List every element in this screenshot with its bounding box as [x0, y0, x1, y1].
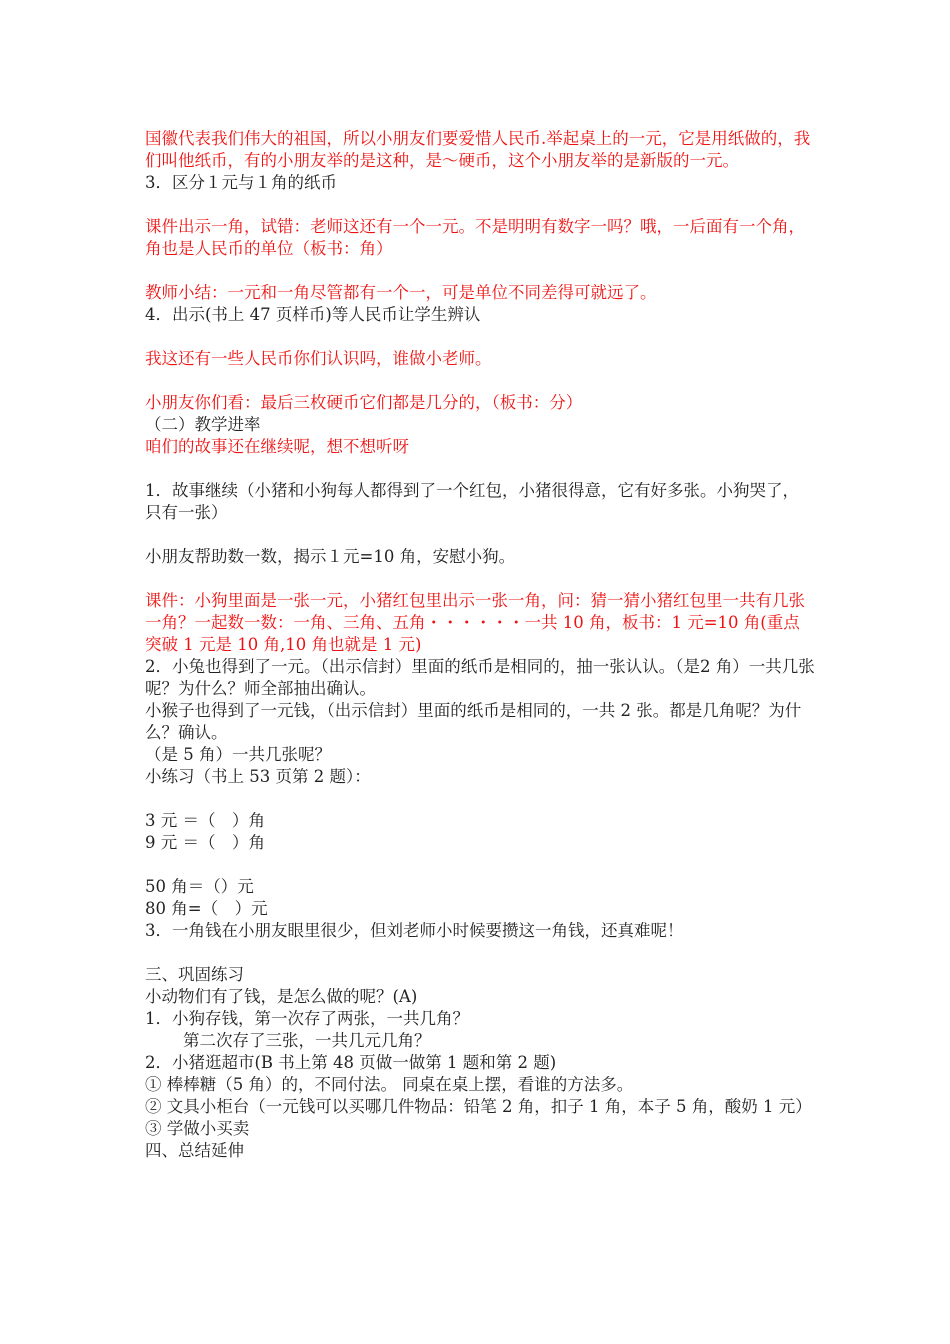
blank-line [145, 260, 815, 282]
blank-line [145, 326, 815, 348]
paragraph-animals-money: 小动物们有了钱，是怎么做的呢？(A) [145, 987, 418, 1006]
paragraph-national-emblem: 国徽代表我们伟大的祖国，所以小朋友们要爱惜人民币.举起桌上的一元，它是用纸做的，我们叫他纸币，有的小朋友举的是这种，是～硬币，这个小朋友举的是新版的一元。 [145, 129, 811, 170]
paragraph-monkey-envelope: 小猴子也得到了一元钱，（出示信封）里面的纸币是相同的，一共 2 张。都是几角呢？为什么？确认。 [145, 701, 802, 742]
item-dog-saving-second: 第二次存了三张，一共几元几角？ [183, 1031, 431, 1050]
paragraph-little-teacher: 我这还有一些人民币你们认识吗，谁做小老师。 [145, 349, 492, 368]
blank-line [145, 458, 815, 480]
paragraph-story-continues: 咱们的故事还在继续呢，想不想听呀 [145, 437, 409, 456]
blank-line [145, 942, 815, 964]
paragraph-courseware-count: 课件：小狗里面是一张一元，小猪红包里出示一张一角，问：猜一猜小猪红包里一共有几张一角？一起数一数：一角、三角、五角・・・・・・一共 10 角，板书：1 元=10 角(重点突破 1 元是 10 角,10 角也就是 1 元) [145, 591, 805, 654]
heading-summary-extension: 四、总结延伸 [145, 1141, 244, 1160]
exercise-80-jiao: 80 角=（ ）元 [145, 899, 268, 918]
exercise-50-jiao: 50 角＝（）元 [145, 877, 254, 896]
lesson-plan-text [145, 128, 815, 1162]
item-pig-supermarket: 2．小猪逛超市(B 书上第 48 页做一做第 1 题和第 2 题) [145, 1053, 557, 1072]
heading-show-sample-money: 4．出示(书上 47 页样币)等人民币让学生辨认 [145, 305, 481, 324]
paragraph-courseware-one-jiao: 课件出示一角，试错：老师这还有一个一元。不是明明有数字一吗？哦，一后面有一个角，角也是人民币的单位（板书：角） [145, 217, 805, 258]
exercise-3-yuan: 3 元 ＝（ ）角 [145, 811, 265, 830]
item-dog-saving: 1．小狗存钱，第一次存了两张，一共几角？ [145, 1009, 469, 1028]
blank-line [145, 194, 815, 216]
heading-small-exercise: 小练习（书上 53 页第 2 题）： [145, 767, 371, 786]
blank-line [145, 568, 815, 590]
paragraph-teacher-summary: 教师小结：一元和一角尽管都有一个一，可是单位不同差得可就远了。 [145, 283, 657, 302]
paragraph-five-jiao: （是 5 角）一共几张呢？ [145, 745, 331, 764]
heading-teaching-rate: （二）教学进率 [145, 415, 261, 434]
paragraph-story-red-envelope: 1．故事继续（小猪和小狗每人都得到了一个红包，小猪很得意，它有好多张。小狗哭了，只有一张） [145, 481, 799, 522]
blank-line [145, 854, 815, 876]
paragraph-count-reveal: 小朋友帮助数一数，揭示１元=10 角，安慰小狗。 [145, 547, 516, 566]
blank-line [145, 524, 815, 546]
heading-consolidation-practice: 三、巩固练习 [145, 965, 244, 984]
item-small-business: ③ 学做小买卖 [145, 1119, 250, 1138]
heading-distinguish-yuan-jiao: 3．区分１元与１角的纸币 [145, 173, 337, 192]
paragraph-rabbit-envelope: 2．小兔也得到了一元。（出示信封）里面的纸币是相同的，抽一张认认。（是2 角）一共几张呢？为什么？师全部抽出确认。 [145, 657, 815, 698]
exercise-9-yuan: 9 元 ＝（ ）角 [145, 833, 265, 852]
paragraph-coins-fen: 小朋友你们看：最后三枚硬币它们都是几分的，（板书：分） [145, 393, 583, 412]
paragraph-one-jiao-story: 3．一角钱在小朋友眼里很少，但刘老师小时候要攒这一角钱，还真难呢！ [145, 921, 684, 940]
item-lollipop: ① 棒棒糖（5 角）的，不同付法。 同桌在桌上摆，看谁的方法多。 [145, 1075, 634, 1094]
blank-line [145, 788, 815, 810]
blank-line [145, 370, 815, 392]
item-stationery-counter: ② 文具小柜台（一元钱可以买哪几件物品：铅笔 2 角，扣子 1 角，本子 5 角，酸奶 1 元） [145, 1097, 812, 1116]
